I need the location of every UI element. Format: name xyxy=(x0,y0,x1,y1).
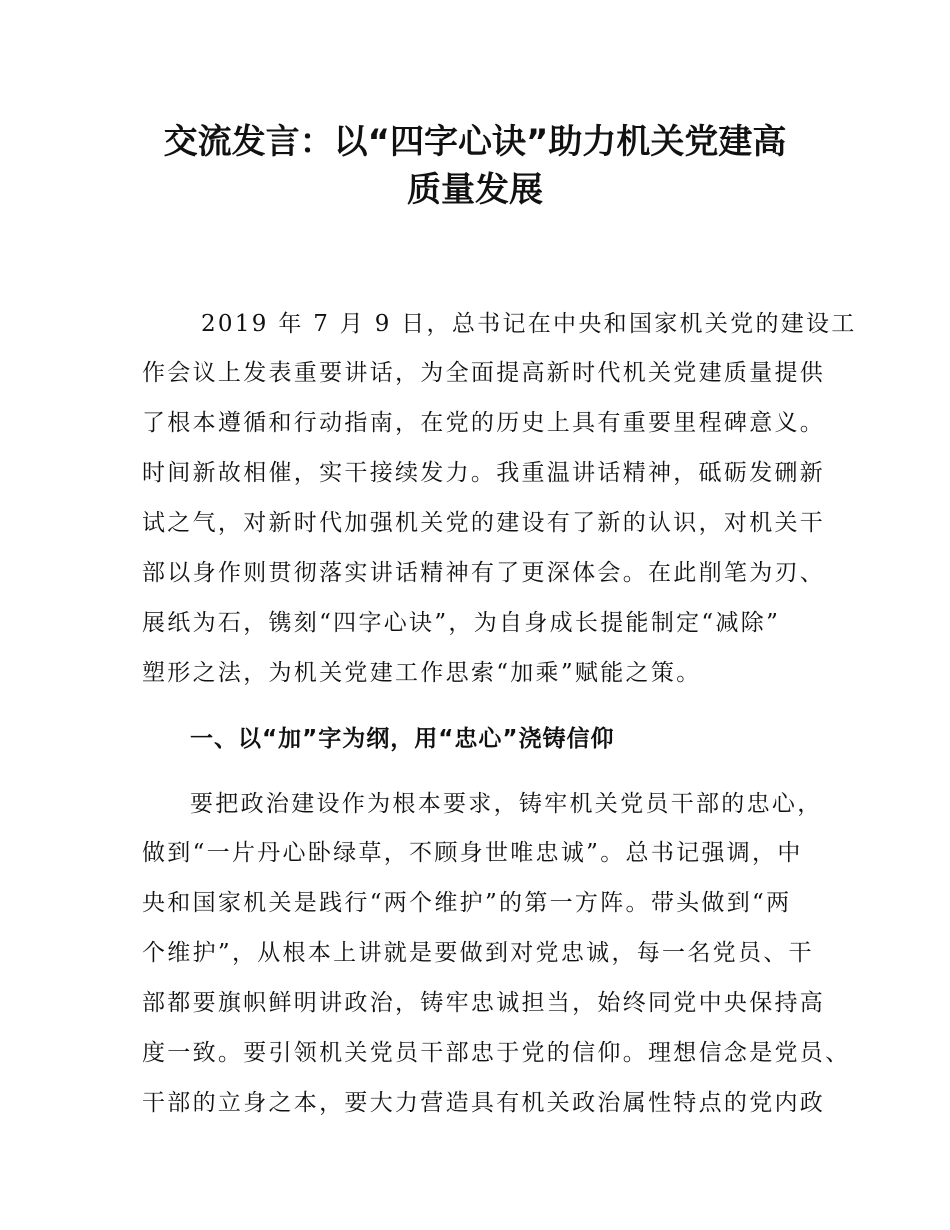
paragraph-1-line-2: 作会议上发表重要讲话，为全面提高新时代机关党建质量提供 xyxy=(142,360,826,386)
paragraph-1-line-8: 塑形之法，为机关党建工作思索“加乘”赋能之策。 xyxy=(142,660,702,686)
paragraph-2-line-7: 干部的立身之本，要大力营造具有机关政治属性特点的党内政 xyxy=(142,1090,826,1116)
paragraph-1-line-4: 时间新故相催，实干接续发力。我重温讲话精神，砥砺发硎新 xyxy=(142,460,826,486)
paragraph-1-line-3: 了根本遵循和行动指南，在党的历史上具有重要里程碑意义。 xyxy=(142,410,826,436)
paragraph-1-line-1: 2019 年 7 月 9 日，总书记在中央和国家机关党的建设工 xyxy=(201,311,857,337)
paragraph-2-line-5: 部都要旗帜鲜明讲政治，铸牢忠诚担当，始终同党中央保持高 xyxy=(142,990,826,1016)
paragraph-2-line-1: 要把政治建设作为根本要求，铸牢机关党员干部的忠心， xyxy=(190,791,823,817)
paragraph-2-line-2: 做到“一片丹心卧绿草，不顾身世唯忠诚”。总书记强调，中 xyxy=(142,840,803,866)
section-1-heading: 一、以“加”字为纲，用“忠心”浇铸信仰 xyxy=(190,726,615,752)
paragraph-1-line-5: 试之气，对新时代加强机关党的建设有了新的认识，对机关干 xyxy=(142,510,826,536)
paragraph-2-line-3: 央和国家机关是践行“两个维护”的第一方阵。带头做到“两 xyxy=(142,890,792,916)
paragraph-1-line-6: 部以身作则贯彻落实讲话精神有了更深体会。在此削笔为刃、 xyxy=(142,560,826,586)
paragraph-2-line-6: 度一致。要引领机关党员干部忠于党的信仰。理想信念是党员、 xyxy=(142,1040,851,1066)
document-title-line-2: 质量发展 xyxy=(407,170,543,210)
document-title-line-1: 交流发言：以“四字心诀”助力机关党建高 xyxy=(163,122,787,162)
paragraph-1-line-7: 展纸为石，镌刻“四字心诀”，为自身成长提能制定“减除” xyxy=(142,610,781,636)
paragraph-2-line-4: 个维护”，从根本上讲就是要做到对党忠诚，每一名党员、干 xyxy=(142,940,814,966)
